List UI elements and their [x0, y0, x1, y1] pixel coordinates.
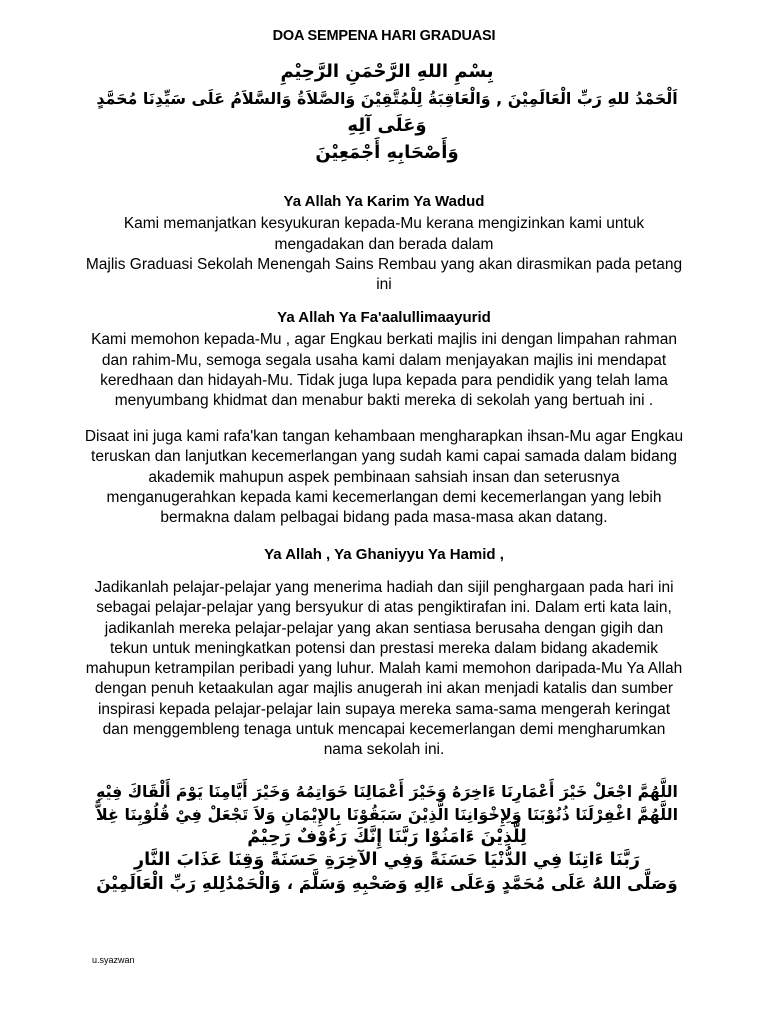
- arabic-opening: [90, 58, 684, 166]
- arabic-line: وَصَلَّى اللهُ عَلَى مُحَمَّدٍ وَعَلَى ءَالِهِ وَصَحْبِهِ وَسَلَّمَ ، وَالْحَمْدُلِلهِ رَبِّ الْعَالَمِيْنَ: [96, 873, 678, 893]
- section-body: Disaat ini juga kami rafa'kan tangan kehambaan mengharapkan ihsan-Mu agar Engkau teruskan dan lanjutkan kecemerlangan yang sudah kami capai samada dalam bidang akademik mahupun aspek pembinaan sahsiah insan dan seterusnya menganugerahkan kepada kami kecemerlangan demi kecemerlangan yang lebih bermakna dalam pelbagai bidang pada masa-masa akan datang.: [84, 428, 684, 527]
- arabic-line: اَلْحَمْدُ للهِ رَبِّ الْعَالَمِيْنَ , وَالْعَاقِبَةُ لِلْمُتَّقِيْنَ وَالصَّلاَةُ وَالسَّلاَمُ عَلَى سَيِّدِنَا مُحَمَّدٍ: [96, 89, 678, 108]
- arabic-line: اللَّهُمَّ اغْفِرْلَنَا ذُنُوْبَنَا وَلِإِخْوَانِنَا الَّذِيْنَ سَبَقُوْنَا بِالإِيْمَانِ وَلاَ تَجْعَلْ فِيْ قُلُوْبِنَا غِلاًّ: [95, 805, 679, 824]
- arabic-closing: [90, 780, 684, 895]
- arabic-line: اللَّهُمَّ اجْعَلْ خَيْرَ أَعْمَارِنَا ءَاخِرَهُ وَخَيْرَ أَعْمَالِنَا خَوَاتِمُهُ وَخَيْرَ أَيَّامِنَا يَوْمَ أَلْقَاكَ فِيْهِ: [96, 782, 678, 801]
- arabic-line: وَعَلَى آلِهِ: [347, 115, 427, 136]
- arabic-line: رَبَّنَا ءَاتِنَا فِي الدُّنْيَا حَسَنَةً وَفِي الآخِرَةِ حَسَنَةً وَقِنَا عَذَابَ النَّارِ: [134, 850, 640, 870]
- document-title: DOA SEMPENA HARI GRADUASI: [272, 28, 496, 44]
- section-heading: Ya Allah Ya Fa'aalullimaayurid: [277, 309, 491, 326]
- section-heading: Ya Allah , Ya Ghaniyyu Ya Hamid ,: [264, 546, 504, 563]
- prayer-section-5: [84, 578, 684, 761]
- arabic-line: لِلَّذِيْنَ ءَامَنُوْا رَبَّنَا إِنَّكَ رَءُوْفٌ رَحِيْمٌ: [247, 827, 527, 847]
- prayer-section-2: [84, 308, 684, 411]
- section-body: Kami memanjatkan kesyukuran kepada-Mu kerana mengizinkan kami untuk mengadakan dan berada dalam Majlis Graduasi Sekolah Menengah Sains Rembau yang akan dirasmikan pada petang ini: [85, 215, 683, 294]
- arabic-line: بِسْمِ اللهِ الرَّحْمَنِ الرَّحِيْمِ: [280, 61, 494, 82]
- prayer-section-4: [84, 545, 684, 567]
- prayer-section-3: [84, 427, 684, 528]
- arabic-line: وَأَصْحَابِهِ أَجْمَعِيْنَ: [315, 142, 459, 163]
- section-body: Jadikanlah pelajar-pelajar yang menerima hadiah dan sijil penghargaan pada hari ini sebagai pelajar-pelajar yang bersyukur di atas pengiktirafan ini. Dalam erti kata lain, jadikanlah mereka pelajar-pelajar yang akan sentiasa berusaha dengan gigih dan tekun untuk meningkatkan potensi dan prestasi mereka dalam bidang akademik mahupun ketrampilan peribadi yang luhur. Malah kami memohon daripada-Mu Ya Allah dengan penuh ketaakulan agar majlis anugerah ini akan menjadi katalis dan sumber inspirasi kepada pelajar-pelajar lain supaya mereka sama-sama mengerah keringat dan menggembleng tenaga untuk mencapai kecemerlangan demi mengharumkan nama sekolah ini.: [85, 579, 683, 759]
- author-credit: u.syazwan: [92, 955, 135, 965]
- section-heading: Ya Allah Ya Karim Ya Wadud: [283, 193, 485, 210]
- section-body: Kami memohon kepada-Mu , agar Engkau berkati majlis ini dengan limpahan rahman dan rahim-Mu, semoga segala usaha kami dalam menjayakan majlis ini mendapat keredhaan dan hidayah-Mu. Tidak juga lupa kepada para pendidik yang telah lama menyumbang khidmat dan menabur bakti mereka di sekolah yang bertuah ini .: [91, 331, 677, 410]
- prayer-section-1: [84, 192, 684, 295]
